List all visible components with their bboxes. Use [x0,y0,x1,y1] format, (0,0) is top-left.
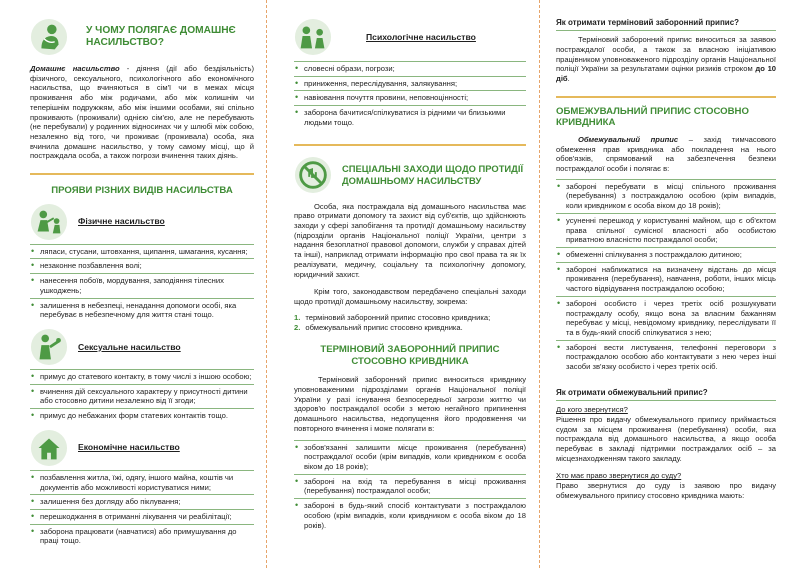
numbered-item-text: обмежувальний припис стосовно кривдника. [305,322,463,332]
physical-title: Фізичне насильство [78,216,165,227]
how-urgent-question: Як отримати терміновий заборонний припис? [556,18,776,31]
list-item: • забороні в будь-який спосіб контактувати з постраждалою особою (крім випадків, коли кривдником є особа віком до 18 років). [294,498,526,532]
column-left [0,0,262,568]
list-item: • зобов'язанні залишити місце проживання (перебування) постраждалої особи (крім випадків, коли кривдником є особа віком до 18 років); [294,440,526,474]
restrict-definition [556,135,776,174]
special-header [294,156,526,194]
list-item: • заборона працювати (навчатися) або примушування до праці тощо. [30,524,254,548]
restrict-text: – захід тимчасового обмеження прав кривдника або покладення на нього обов'язків, спрямований на забезпечення безпеки постраждалої особи і полягає в: [556,134,776,173]
sexual-title: Сексуальне насильство [78,341,181,352]
urgent-paragraph: Терміновий заборонний припис виноситься кривднику уповноваженими підрозділами органів Національної поліції України у разі існування безпосередньої загрози життю чи здоров'ю постраждалої особи з метою негайного припинення домашнього насильства, недопущення його продовження чи повторного вчинення і може полягати в: [294,375,526,433]
list-item: • вчинення дій сексуального характеру у присутності дитини або стосовно дитини незалежно від її згоди; [30,384,254,408]
house-person-icon [30,429,68,467]
restrict-title: ОБМЕЖУВАЛЬНИЙ ПРИПИС СТОСОВНО КРИВДНИКА [556,105,749,129]
psychological-violence-icon [294,18,332,56]
psych-header [294,18,526,56]
list-item: • позбавлення житла, їжі, одягу, іншого майна, коштів чи документів або можливості користуватися ними; [30,470,254,494]
why-title: У ЧОМУ ПОЛЯГАЄ ДОМАШНЄ НАСИЛЬСТВО? [86,24,236,48]
psych-list [294,61,526,130]
numbered-item-1: 1. терміновий заборонний припис стосовно кривдника; [294,312,491,322]
physical-violence-icon [30,203,68,241]
urgent-list [294,440,526,533]
divider [556,96,776,98]
list-item: • забороні перебувати в місці спільного проживання (перебування) з постраждалою особою (крім випадків, коли кривдником є особа віком до 18 років); [556,179,776,213]
why-header [30,18,254,56]
special-paragraph-2: Крім того, законодавством передбачено спеціальні заходи щодо протидії домашньому насильству, зокрема: [294,287,526,307]
list-item: • приниження, переслідування, залякування; [294,76,526,91]
restrict-list [556,179,776,374]
economic-list [30,470,254,548]
how-urgent-text: Терміновий заборонний припис виноситься за заявою постраждалої особи, а також за власною ініціативою працівником уповноваженого підрозділу органів Національної поліції України за результатами оцінки ризиків строком [556,35,776,74]
list-item: • нанесення побоїв, мордування, заподіяння тілесних ушкоджень; [30,273,254,297]
economic-header [30,429,254,467]
where-question: До кого звернутися? [556,405,628,415]
definition-text: - діяння (дії або бездіяльність) фізичного, сексуального, психологічного або економічного насильства, що вчиняються в сім'ї чи в межах місця проживання або між родичами, або між колишнім чи теперішнім подружжям, або між іншими особами, які спільно проживають (проживали) однією сім'єю, але не перебувають (не перебували) у родинних відносинах чи у шлюбі між собою, незалежно від того, чи проживає (проживала) особа, яка вчинила домашнє насильство, у тому самому місці, що й постраждала особа, а також погрози вчинення таких діянь. [30,64,254,161]
divider [294,144,526,146]
how-urgent-text-end: . [567,74,570,84]
list-item: • навіювання почуття провини, неповноцінності; [294,90,526,105]
types-title: ПРОЯВИ РІЗНИХ ВИДІВ НАСИЛЬСТВА [51,185,233,197]
numbered-item-text: терміновий заборонний припис стосовно кривдника; [305,312,491,322]
sexual-list [30,369,254,423]
sexual-header [30,328,254,366]
list-item: • забороні на вхід та перебування в місці проживання (перебування) постраждалої особи; [294,474,526,498]
list-item: • забороні вести листування, телефонні переговори з постраждалою особою або контактувати з нею через інші засоби зв'язку особисто і через третіх осіб. [556,340,776,374]
economic-title: Економічне насильство [78,442,180,453]
sad-person-icon [30,18,68,56]
list-item: • залишення в небезпеці, ненадання допомоги особі, яка перебуває в небезпечному для життя стані тощо. [30,298,254,322]
list-item: • словесні образи, погрози; [294,61,526,76]
special-title: СПЕЦІАЛЬНІ ЗАХОДИ ЩОДО ПРОТИДІЇ ДОМАШНЬОМУ НАСИЛЬСТВУ [342,163,524,186]
how-urgent-term: до 10 діб [556,64,777,84]
fold-line-right [539,0,540,568]
list-item: • обмеженні спілкування з постраждалою дитиною; [556,247,776,262]
restrict-term: Обмежувальний припис [578,134,679,144]
list-item: • усуненні перешкод у користуванні майном, що є об'єктом права спільної сумісної власності або особистою приватною власністю постраждалої особи; [556,213,776,247]
list-item: • забороні наближатися на визначену відстань до місця проживання (перебування), навчання, роботи, інших місць частого відвідування постраждалою особою; [556,262,776,296]
who-answer: Право звернутися до суду із заявою про видачу обмежувального припису стосовно кривдника мають: [556,481,776,500]
numbered-item-2: 2. обмежувальний припис стосовно кривдника. [294,322,463,332]
column-middle [270,0,538,568]
physical-list [30,244,254,322]
fold-line-left [266,0,267,568]
special-numbered-list [294,313,526,332]
how-restrict-question: Як отримати обмежувальний припис? [556,388,776,401]
list-item: • примус до небажаних форм статевих контактів тощо. [30,408,254,423]
where-answer: Рішення про видачу обмежувального припису приймається судом за місцем проживання (перебування) особи, яка постраждала від домашнього насильства, а якщо особа перебуває в закладі підтримки постраждалих осіб – за місцезнаходженням такого закладу. [556,414,776,463]
divider [30,173,254,175]
sexual-violence-icon [30,328,68,366]
column-right [541,0,800,568]
how-urgent-paragraph [556,35,776,84]
no-violence-icon [294,156,332,194]
psych-title: Психологічне насильство [366,31,476,42]
list-item: • примус до статевого контакту, в тому числі з іншою особою; [30,369,254,384]
who-question: Хто має право звернутися до суду? [556,471,682,481]
list-item: • забороні особисто і через третіх осіб розшукувати постраждалу особу, якщо вона за власним бажанням перебуває у місці, невідомому кривднику, переслідувати її та в будь-який спосіб спілкуватися з нею; [556,296,776,340]
physical-header [30,203,254,241]
list-item: • перешкоджання в отриманні лікування чи реабілітації; [30,509,254,524]
list-item: • незаконне позбавлення волі; [30,258,254,273]
definition-paragraph [30,64,254,161]
list-item: • залишення без догляду або піклування; [30,494,254,509]
list-item: • ляпаси, стусани, штовхання, щипання, шмагання, кусання; [30,244,254,259]
list-item: • заборона бачитися/спілкуватися із рідними чи близькими людьми тощо. [294,105,526,129]
urgent-title: ТЕРМІНОВИЙ ЗАБОРОННИЙ ПРИПИС СТОСОВНО КРИВДНИКА [320,344,500,367]
definition-term: Домашнє насильство [30,64,120,73]
special-paragraph-1: Особа, яка постраждала від домашнього насильства має право отримати допомогу та захист від суб'єктів, що здійснюють заходи у сфері запобігання та протидії домашньому насильству (підрозділи органів Національної поліції України, центри з надання безоплатної правової допомоги, служби у справах дітей та інші), наприклад отримати інформацію про свої права та як їх реалізувати, медичну, соціальну та психологічну допомогу, юридичний захист. [294,201,526,279]
